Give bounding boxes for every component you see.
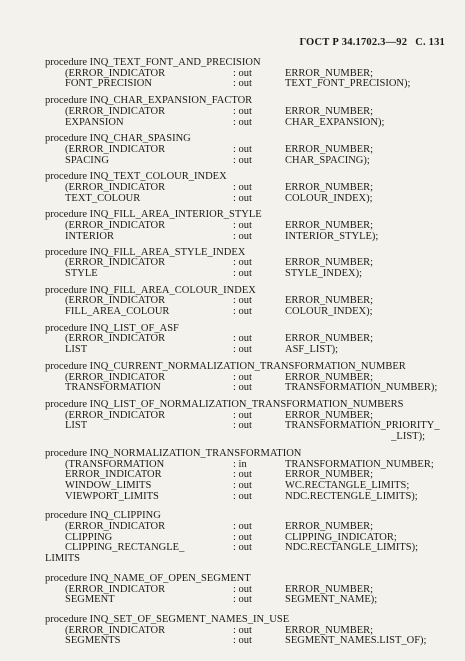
- procedure-block: [45, 134, 445, 166]
- procedure-keyword: procedure: [45, 171, 87, 183]
- procedure-keyword: procedure: [45, 57, 87, 68]
- procedure-name: INQ_CLIPPING: [89, 510, 161, 522]
- parameter-name: SEGMENT: [65, 594, 115, 606]
- procedure-name: INQ_SET_OF_SEGMENT_NAMES_IN_USE: [89, 613, 290, 625]
- parameter-name: (ERROR_INDICATOR: [65, 257, 166, 269]
- parameter-name: TRANSFORMATION: [65, 382, 161, 394]
- parameter-name: (ERROR_INDICATOR: [65, 105, 166, 117]
- parameter-type: ERROR_NUMBER;: [285, 105, 374, 117]
- parameter-type: NDC.RECTANGLE_LIMITS);: [285, 542, 419, 554]
- procedure-header: [45, 574, 445, 585]
- parameter-mode: : out: [233, 154, 252, 166]
- procedure-list: [45, 58, 445, 656]
- procedure-block: [45, 172, 445, 204]
- parameter-name: SPACING: [65, 154, 109, 166]
- procedure-block: [45, 324, 445, 356]
- procedure-keyword: procedure: [45, 246, 87, 258]
- parameter-mode: : out: [233, 306, 252, 318]
- parameter-name: LIST: [65, 344, 88, 356]
- procedure-name: INQ_CURRENT_NORMALIZATION_TRANSFORMATION_NUMBER: [89, 360, 406, 372]
- parameter-name: (ERROR_INDICATOR: [65, 295, 166, 307]
- parameter-type: COLOUR_INDEX);: [285, 192, 373, 204]
- parameter-mode: : out: [233, 333, 252, 345]
- parameter-type: ERROR_NUMBER;: [285, 371, 374, 383]
- procedure-keyword: procedure: [45, 613, 87, 625]
- parameter-name: (ERROR_INDICATOR: [65, 143, 166, 155]
- parameter-name: ERROR_INDICATOR: [65, 469, 162, 481]
- parameter-type: CLIPPING_INDICATOR;: [285, 531, 397, 543]
- procedure-keyword: procedure: [45, 322, 87, 334]
- parameter-row: [45, 307, 445, 318]
- parameter-row: [45, 432, 445, 443]
- procedure-header: [45, 362, 445, 373]
- parameter-type: _LIST);: [391, 431, 425, 443]
- procedure-keyword: procedure: [45, 133, 87, 145]
- parameter-mode: : out: [233, 192, 252, 204]
- parameter-mode: : out: [233, 469, 252, 481]
- parameter-type: COLOUR_INDEX);: [285, 306, 373, 318]
- parameter-mode: : out: [233, 257, 252, 269]
- page-number: С. 131: [415, 37, 445, 48]
- parameter-mode: : out: [233, 490, 252, 502]
- procedure-block: [45, 400, 445, 443]
- parameter-mode: [233, 432, 285, 443]
- parameter-mode: : out: [233, 409, 252, 421]
- parameter-name: [45, 432, 233, 443]
- parameter-type: STYLE_INDEX);: [285, 267, 362, 279]
- parameter-mode: : out: [233, 542, 252, 554]
- parameter-mode: : out: [233, 371, 252, 383]
- parameter-type: ERROR_NUMBER;: [285, 220, 374, 232]
- parameter-type: TEXT_FONT_PRECISION);: [285, 78, 411, 90]
- parameter-row: [45, 383, 445, 394]
- procedure-keyword: procedure: [45, 209, 87, 221]
- parameter-mode: : out: [233, 78, 252, 90]
- parameter-mode: : out: [233, 295, 252, 307]
- parameter-row: [45, 269, 445, 280]
- parameter-type: NDC.RECTENGLE_LIMITS);: [285, 490, 418, 502]
- parameter-name: (ERROR_INDICATOR: [65, 182, 166, 194]
- parameter-mode: : out: [233, 635, 252, 647]
- procedure-name: INQ_CHAR_SPASING: [89, 133, 191, 145]
- parameter-row: [45, 543, 445, 554]
- parameter-type: ERROR_NUMBER;: [285, 182, 374, 194]
- procedure-keyword: procedure: [45, 284, 87, 296]
- parameter-name: (ERROR_INDICATOR: [65, 220, 166, 232]
- parameter-name: (ERROR_INDICATOR: [65, 624, 166, 636]
- procedure-keyword: procedure: [45, 447, 87, 459]
- procedure-block: [45, 96, 445, 128]
- parameter-name: SEGMENTS: [65, 635, 121, 647]
- procedure-keyword: procedure: [45, 95, 87, 107]
- procedure-name: INQ_FILL_AREA_COLOUR_INDEX: [89, 284, 256, 296]
- parameter-row: [45, 636, 445, 647]
- procedure-block: [45, 210, 445, 242]
- procedure-header: [45, 449, 445, 460]
- procedure-block: [45, 574, 445, 606]
- procedure-block: [45, 615, 445, 647]
- parameter-mode: : out: [233, 67, 252, 79]
- procedure-name: INQ_CHAR_EXPANSION_FACTOR: [89, 95, 253, 107]
- parameter-type: ERROR_NUMBER;: [285, 257, 374, 269]
- parameter-row: [45, 156, 445, 167]
- parameter-name: WINDOW_LIMITS: [65, 479, 152, 491]
- parameter-type: ASF_LIST);: [285, 344, 339, 356]
- parameter-name: FILL_AREA_COLOUR: [65, 306, 170, 318]
- parameter-type: ERROR_NUMBER;: [285, 521, 374, 533]
- parameter-mode: : out: [233, 420, 252, 432]
- parameter-type: ERROR_NUMBER;: [285, 583, 374, 595]
- parameter-mode: : out: [233, 105, 252, 117]
- parameter-name: LIST: [65, 420, 88, 432]
- parameter-type: WC.RECTANGLE_LIMITS;: [285, 479, 410, 491]
- parameter-mode: : out: [233, 583, 252, 595]
- parameter-type: TRANSFORMATION_NUMBER);: [285, 382, 438, 394]
- parameter-mode: : in: [233, 458, 247, 470]
- procedure-block: [45, 286, 445, 318]
- parameter-name: CLIPPING_RECTANGLE_: [65, 542, 185, 554]
- parameter-name: (ERROR_INDICATOR: [65, 583, 166, 595]
- procedure-keyword: procedure: [45, 510, 87, 522]
- parameter-type: ERROR_NUMBER;: [285, 295, 374, 307]
- parameter-type: INTERIOR_STYLE);: [285, 230, 379, 242]
- procedure-name: INQ_TEXT_FONT_AND_PRECISION: [89, 57, 261, 68]
- standard-title: ГОСТ Р 34.1702.3—92: [299, 37, 408, 48]
- procedure-keyword: procedure: [45, 360, 87, 372]
- parameter-mode: : out: [233, 220, 252, 232]
- parameter-row: [45, 118, 445, 129]
- parameter-type: ERROR_NUMBER;: [285, 333, 374, 345]
- procedure-name: INQ_LIST_OF_ASF: [89, 322, 179, 334]
- parameter-type: ERROR_NUMBER;: [285, 143, 374, 155]
- parameter-mode: : out: [233, 116, 252, 128]
- procedure-name: INQ_NORMALIZATION_TRANSFORMATION: [89, 447, 302, 459]
- parameter-name: STYLE: [65, 267, 98, 279]
- parameter-mode: : out: [233, 521, 252, 533]
- parameter-name: (TRANSFORMATION: [65, 458, 165, 470]
- parameter-mode: : out: [233, 230, 252, 242]
- parameter-row: [45, 79, 445, 90]
- parameter-type: SEGMENT_NAME);: [285, 594, 378, 606]
- parameter-name: INTERIOR: [65, 230, 114, 242]
- parameter-row: [45, 554, 445, 565]
- parameter-name: CLIPPING: [65, 531, 113, 543]
- procedure-block: [45, 511, 445, 565]
- parameter-type: CHAR_SPACING);: [285, 154, 370, 166]
- parameter-row: [45, 595, 445, 606]
- parameter-type: ERROR_NUMBER;: [285, 409, 374, 421]
- parameter-row: [45, 492, 445, 503]
- parameter-name: LIMITS: [45, 553, 80, 565]
- procedure-block: [45, 362, 445, 394]
- parameter-mode: : out: [233, 479, 252, 491]
- parameter-mode: : out: [233, 382, 252, 394]
- parameter-row: [45, 107, 445, 118]
- parameter-mode: : out: [233, 143, 252, 155]
- parameter-name: (ERROR_INDICATOR: [65, 409, 166, 421]
- procedure-block: [45, 248, 445, 280]
- procedure-name: INQ_FILL_AREA_INTERIOR_STYLE: [89, 209, 262, 221]
- parameter-mode: : out: [233, 531, 252, 543]
- parameter-name: EXPANSION: [65, 116, 124, 128]
- parameter-name: (ERROR_INDICATOR: [65, 333, 166, 345]
- procedure-name: INQ_NAME_OF_OPEN_SEGMENT: [89, 572, 251, 584]
- parameter-name: VIEWPORT_LIMITS: [65, 490, 159, 502]
- page-header: [299, 37, 445, 48]
- procedure-keyword: procedure: [45, 572, 87, 584]
- parameter-type: ERROR_NUMBER;: [285, 469, 374, 481]
- parameter-type: ERROR_NUMBER;: [285, 67, 374, 79]
- parameter-name: (ERROR_INDICATOR: [65, 521, 166, 533]
- parameter-type: SEGMENT_NAMES.LIST_OF);: [285, 635, 427, 647]
- parameter-mode: : out: [233, 594, 252, 606]
- procedure-block: [45, 58, 445, 90]
- parameter-row: [45, 232, 445, 243]
- procedure-name: INQ_TEXT_COLOUR_INDEX: [89, 171, 227, 183]
- parameter-type: ERROR_NUMBER;: [285, 624, 374, 636]
- procedure-keyword: procedure: [45, 398, 87, 410]
- parameter-type: CHAR_EXPANSION);: [285, 116, 385, 128]
- parameter-mode: [213, 554, 265, 565]
- parameter-type: [265, 554, 445, 565]
- parameter-row: [45, 194, 445, 205]
- procedure-name: INQ_LIST_OF_NORMALIZATION_TRANSFORMATION_NUMBERS: [89, 398, 404, 410]
- parameter-mode: : out: [233, 344, 252, 356]
- parameter-mode: : out: [233, 182, 252, 194]
- procedure-block: [45, 449, 445, 503]
- parameter-type: TRANSFORMATION_PRIORITY_: [285, 420, 440, 432]
- parameter-row: [45, 345, 445, 356]
- parameter-name: (ERROR_INDICATOR: [65, 371, 166, 383]
- parameter-type: TRANSFORMATION_NUMBER;: [285, 458, 434, 470]
- parameter-row: [45, 481, 445, 492]
- parameter-mode: : out: [233, 624, 252, 636]
- parameter-name: (ERROR_INDICATOR: [65, 67, 166, 79]
- parameter-mode: : out: [233, 267, 252, 279]
- parameter-row: [45, 421, 445, 432]
- procedure-name: INQ_FILL_AREA_STYLE_INDEX: [89, 246, 246, 258]
- parameter-name: TEXT_COLOUR: [65, 192, 141, 204]
- parameter-name: FONT_PRECISION: [65, 78, 152, 90]
